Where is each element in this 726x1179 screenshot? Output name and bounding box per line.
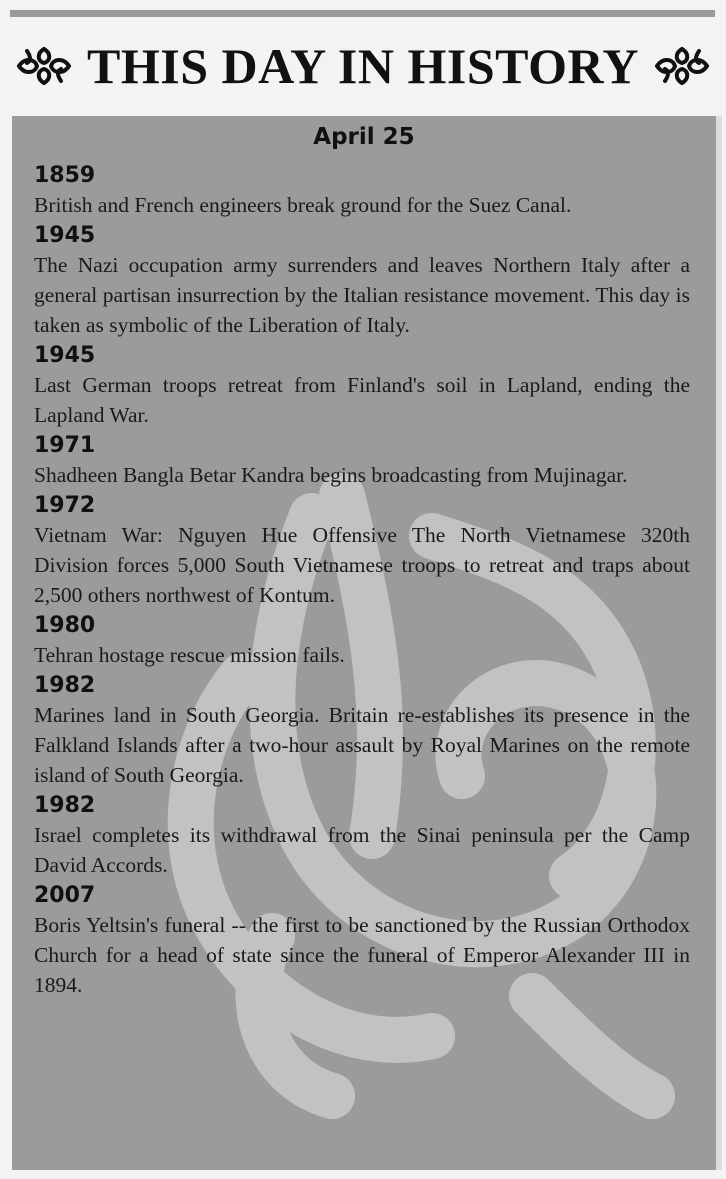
event-year: 1982 bbox=[34, 673, 96, 698]
event-year: 1859 bbox=[34, 163, 96, 188]
list-item bbox=[34, 882, 690, 1000]
list-item bbox=[34, 492, 690, 610]
event-text: Israel completes its withdrawal from the Sinai peninsula per the Camp David Accords. bbox=[34, 823, 690, 877]
list-item bbox=[34, 792, 690, 880]
panel-shadow bbox=[716, 116, 722, 1170]
fleuron-ornament-icon bbox=[15, 43, 73, 89]
list-item bbox=[34, 222, 690, 340]
header bbox=[0, 24, 726, 108]
event-text: Shadheen Bangla Betar Kandra begins broadcasting from Mujinagar. bbox=[34, 463, 628, 487]
event-year: 1982 bbox=[34, 793, 96, 818]
event-text: Last German troops retreat from Finland's soil in Lapland, ending the Lapland War. bbox=[34, 373, 690, 427]
event-text: Vietnam War: Nguyen Hue Offensive The North Vietnamese 320th Division forces 5,000 South Vietnamese troops to retreat and traps about 2,500 others northwest of Kontum. bbox=[34, 523, 690, 607]
panel-content bbox=[12, 116, 716, 1002]
top-rule bbox=[10, 10, 715, 17]
event-year: 1945 bbox=[34, 223, 96, 248]
page-title: THIS DAY IN HISTORY bbox=[87, 38, 639, 94]
event-text: Boris Yeltsin's funeral -- the first to be sanctioned by the Russian Orthodox Church for a head of state since the funeral of Emperor Alexander III in 1894. bbox=[34, 913, 690, 997]
event-year: 1972 bbox=[34, 493, 96, 518]
event-year: 1980 bbox=[34, 613, 96, 638]
date-heading: April 25 bbox=[313, 124, 415, 150]
event-year: 2007 bbox=[34, 883, 96, 908]
list-item bbox=[34, 432, 690, 490]
event-year: 1945 bbox=[34, 343, 96, 368]
event-year: 1971 bbox=[34, 433, 96, 458]
list-item bbox=[34, 342, 690, 430]
event-text: Tehran hostage rescue mission fails. bbox=[34, 643, 345, 667]
event-text: Marines land in South Georgia. Britain re-establishes its presence in the Falkland Islands after a two-hour assault by Royal Marines on the remote island of South Georgia. bbox=[34, 703, 690, 787]
list-item bbox=[34, 672, 690, 790]
event-text: British and French engineers break ground for the Suez Canal. bbox=[34, 193, 572, 217]
list-item bbox=[34, 612, 690, 670]
history-panel bbox=[12, 116, 716, 1170]
list-item bbox=[34, 162, 690, 220]
event-text: The Nazi occupation army surrenders and leaves Northern Italy after a general partisan insurrection by the Italian resistance movement. This day is taken as symbolic of the Liberation of Italy. bbox=[34, 253, 690, 337]
event-list bbox=[12, 162, 716, 1000]
fleuron-ornament-icon bbox=[653, 43, 711, 89]
